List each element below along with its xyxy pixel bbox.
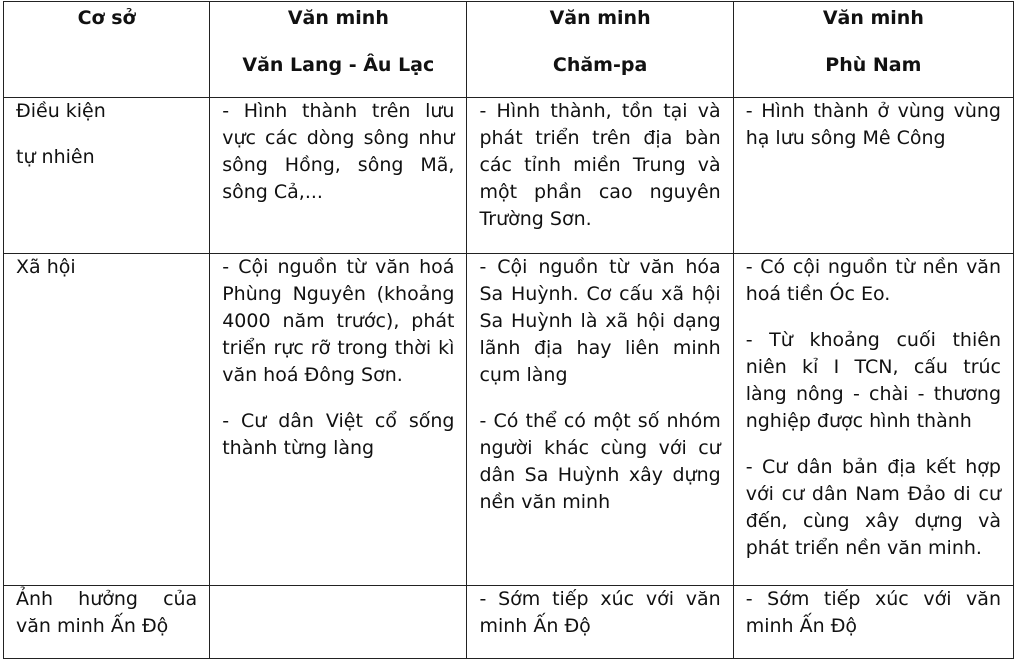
table-header-row [4, 2, 1014, 98]
van-lang-cell [210, 586, 467, 659]
cell-text: - Có thể có một số nhóm người khác cùng với cư dân Sa Huỳnh xây dựng nền văn minh [479, 410, 721, 513]
header-basis-label: Cơ sở [77, 7, 136, 29]
row-label: tự nhiên [16, 146, 95, 168]
header-champa [467, 2, 733, 98]
table-row [4, 254, 1014, 586]
cell-text: - Hình thành trên lưu vực các dòng sông như sông Hồng, sông Mã, sông Cả,... [222, 100, 455, 203]
comparison-table [3, 1, 1014, 659]
header-phu-nam-line2: Phù Nam [825, 54, 922, 76]
phu-nam-cell [733, 254, 1013, 586]
header-van-lang-line2: Văn Lang - Âu Lạc [242, 54, 435, 76]
row-label: Ảnh hưởng của văn minh Ấn Độ [16, 588, 198, 637]
cell-text: - Cội nguồn từ văn hoá Phùng Nguyên (khoảng 4000 năm trước), phát triển rực rỡ trong thời kì văn hoá Đông Sơn. [222, 256, 455, 386]
header-champa-line1: Văn minh [549, 7, 651, 29]
cell-text: - Cội nguồn từ văn hóa Sa Huỳnh. Cơ cấu xã hội Sa Huỳnh là xã hội dạng lãnh địa hay liên minh cụm làng [479, 256, 721, 386]
header-phu-nam-line1: Văn minh [822, 7, 924, 29]
champa-cell [467, 586, 733, 659]
champa-cell [467, 98, 733, 254]
table-row [4, 98, 1014, 254]
row-label-cell [4, 98, 210, 254]
header-phu-nam [733, 2, 1013, 98]
header-van-lang-line1: Văn minh [287, 7, 389, 29]
header-champa-line2: Chăm-pa [552, 54, 648, 76]
header-van-lang [210, 2, 467, 98]
cell-text: - Cư dân Việt cổ sống thành từng làng [222, 410, 455, 459]
table-row [4, 586, 1014, 659]
row-label-cell [4, 254, 210, 586]
van-lang-cell [210, 254, 467, 586]
van-lang-cell [210, 98, 467, 254]
champa-cell [467, 254, 733, 586]
cell-text: - Sớm tiếp xúc với văn minh Ấn Độ [479, 588, 721, 637]
phu-nam-cell [733, 98, 1013, 254]
row-label: Điều kiện [16, 100, 106, 122]
row-label-cell [4, 586, 210, 659]
cell-text: - Cư dân bản địa kết hợp với cư dân Nam Đảo di cư đến, cùng xây dựng và phát triển nền văn minh. [745, 456, 1001, 559]
cell-text: - Hình thành, tồn tại và phát triển trên địa bàn các tỉnh miền Trung và một phần cao nguyên Trường Sơn. [479, 100, 721, 230]
phu-nam-cell [733, 586, 1013, 659]
cell-text: - Sớm tiếp xúc với văn minh Ấn Độ [745, 588, 1001, 637]
header-basis [4, 2, 210, 98]
cell-text: - Hình thành ở vùng vùng hạ lưu sông Mê Công [745, 100, 1001, 149]
cell-text: - Có cội nguồn từ nền văn hoá tiền Óc Eo. [745, 256, 1001, 305]
cell-text: - Từ khoảng cuối thiên niên kỉ I TCN, cấu trúc làng nông - chài - thương nghiệp được hình thành [745, 329, 1001, 432]
row-label: Xã hội [16, 256, 76, 278]
